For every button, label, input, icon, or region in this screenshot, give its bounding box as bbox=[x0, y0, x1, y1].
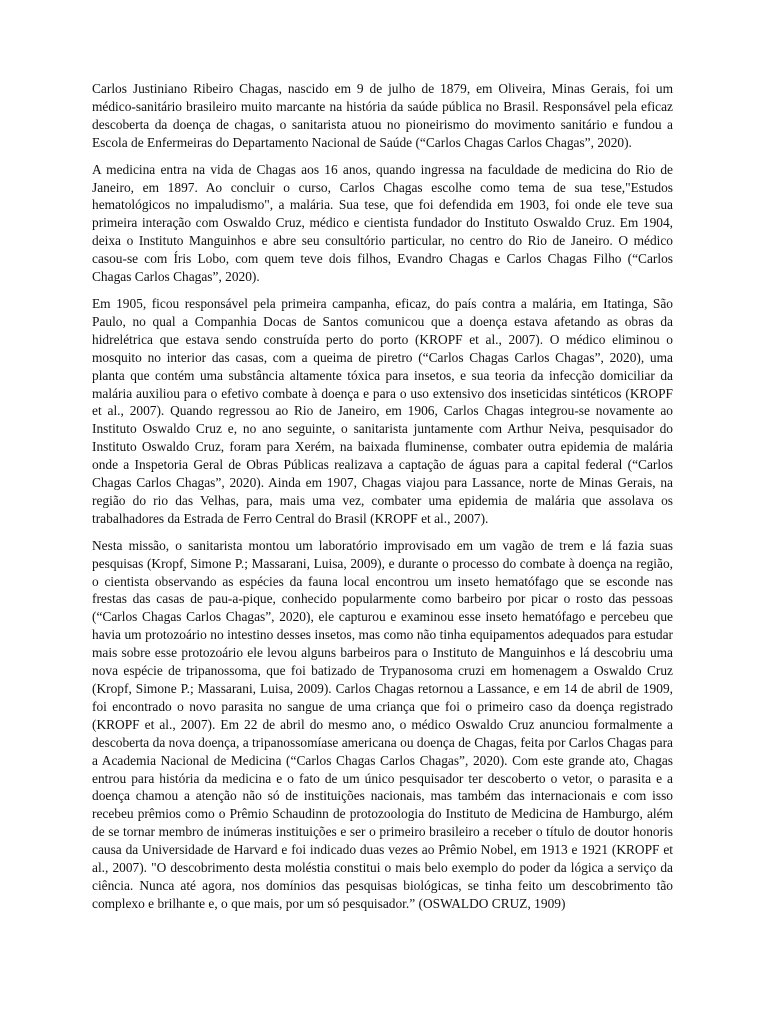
paragraph-3: Em 1905, ficou responsável pela primeira campanha, eficaz, do país contra a malária, em Itatinga, São Paulo, no qual a Companhia Docas de Santos comunicou que a doença estava afetando as obras da hidrelétrica que estava sendo construída perto do porto (KROPF et al., 2007). O médico eliminou o mosquito no interior das casas, com a queima de piretro (“Carlos Chagas Carlos Chagas”, 2020), uma planta que contém uma substância altamente tóxica para insetos, e sua teoria da infecção domiciliar da malária auxiliou para o efetivo combate à doença e para o uso extensivo dos inseticidas sintéticos (KROPF et al., 2007). Quando regressou ao Rio de Janeiro, em 1906, Carlos Chagas integrou-se novamente ao Instituto Oswaldo Cruz e, no ano seguinte, o sanitarista juntamente com Arthur Neiva, pesquisador do Instituto Oswaldo Cruz, foram para Xerém, na baixada fluminense, combater outra epidemia de malária onde a Inspetoria Geral de Obras Públicas realizava a captação de águas para a capital federal (“Carlos Chagas Carlos Chagas”, 2020). Ainda em 1907, Chagas viajou para Lassance, norte de Minas Gerais, na região do rio das Velhas, para, mais uma vez, combater uma epidemia de malária que assolava os trabalhadores da Estrada de Ferro Central do Brasil (KROPF et al., 2007). bbox=[92, 295, 673, 526]
paragraph-1: Carlos Justiniano Ribeiro Chagas, nascido em 9 de julho de 1879, em Oliveira, Minas Gerais, foi um médico-sanitário brasileiro muito marcante na história da saúde pública no Brasil. Responsável pela eficaz descoberta da doença de chagas, o sanitarista atuou no pioneirismo do movimento sanitário e fundou a Escola de Enfermeiras do Departamento Nacional de Saúde (“Carlos Chagas Carlos Chagas”, 2020). bbox=[92, 81, 673, 150]
paragraph-4: Nesta missão, o sanitarista montou um laboratório improvisado em um vagão de trem e lá fazia suas pesquisas (Kropf, Simone P.; Massarani, Luisa, 2009), e durante o processo do combate à doença na região, o cientista observando as espécies da fauna local encontrou um inseto hematófago que se esconde nas frestas das casas de pau-a-pique, conhecido popularmente como barbeiro por picar o rosto das pessoas (“Carlos Chagas Carlos Chagas”, 2020), ele capturou e examinou esse inseto hematófago e percebeu que havia um protozoário no intestino desses insetos, mas como não tinha equipamentos adequados para estudar mais sobre esse protozoário ele levou alguns barbeiros para o Instituto de Manguinhos e lá descobriu uma nova espécie de tripanossoma, que foi batizado de Trypanosoma cruzi em homenagem a Oswaldo Cruz (Kropf, Simone P.; Massarani, Luisa, 2009). Carlos Chagas retornou a Lassance, e em 14 de abril de 1909, foi encontrado o novo parasita no sangue de uma criança que foi o primeiro caso da doença registrado (KROPF et al., 2007). Em 22 de abril do mesmo ano, o médico Oswaldo Cruz anunciou formalmente a descoberta da nova doença, a tripanossomíase americana ou doença de Chagas, feita por Carlos Chagas para a Academia Nacional de Medicina (“Carlos Chagas Carlos Chagas”, 2020). Com este grande ato, Chagas entrou para história da medicina e o fato de um único pesquisador ter descoberto o vetor, o parasita e a doença chamou a atenção não só de instituições nacionais, mas também das internacionais e com isso recebeu prêmios como o Prêmio Schaudinn de protozoologia do Instituto de Medicina de Hamburgo, além de se tornar membro de inúmeras instituições e ser o primeiro brasileiro a receber o título de doutor honoris causa da Universidade de Harvard e foi indicado duas vezes ao Prêmio Nobel, em 1913 e 1921 (KROPF et al., 2007). "O descobrimento desta moléstia constitui o mais belo exemplo do poder da lógica a serviço da ciência. Nunca até agora, nos domínios das pesquisas biológicas, se tinha feito um descobrimento tão complexo e brilhante e, o que mais, por um só pesquisador.” (OSWALDO CRUZ, 1909) bbox=[92, 537, 673, 911]
paragraph-2: A medicina entra na vida de Chagas aos 16 anos, quando ingressa na faculdade de medicina do Rio de Janeiro, em 1897. Ao concluir o curso, Carlos Chagas escolhe como tema de sua tese,"Estudos hematológicos no impaludismo", a malária. Sua tese, que foi defendida em 1903, foi onde ele teve sua primeira interação com Oswaldo Cruz, médico e cientista fundador do Instituto Oswaldo Cruz. Em 1904, deixa o Instituto Manguinhos e abre seu consultório particular, no centro do Rio de Janeiro. O médico casou-se com Íris Lobo, com quem teve dois filhos, Evandro Chagas e Carlos Chagas Filho (“Carlos Chagas Carlos Chagas”, 2020). bbox=[92, 161, 673, 285]
document-body bbox=[92, 80, 673, 922]
